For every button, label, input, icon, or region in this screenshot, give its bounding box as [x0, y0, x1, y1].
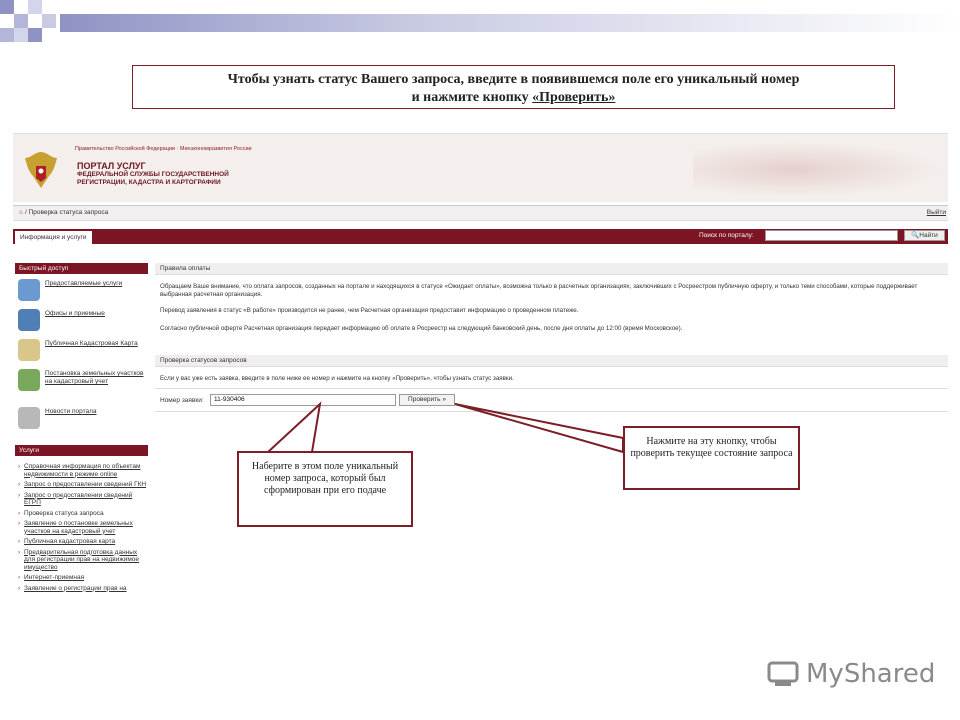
service-link[interactable]: › Запрос о предоставлении сведений ЕГРП: [18, 492, 148, 507]
quick-item-label[interactable]: Постановка земельных участков на кадастровый учет: [45, 370, 144, 385]
divider: [155, 388, 948, 389]
slide-decoration-bar: [60, 14, 960, 32]
portal-title: ПОРТАЛ УСЛУГ: [77, 161, 146, 171]
quick-item-services[interactable]: [15, 276, 148, 306]
news-icon: [18, 407, 40, 429]
service-link-current[interactable]: › Проверка статуса запроса: [18, 510, 148, 518]
service-link[interactable]: › Интернет-приемная: [18, 574, 148, 582]
service-link[interactable]: › Заявление о регистрации прав на: [18, 585, 148, 593]
callout-enter-number: [237, 451, 413, 527]
breadcrumb-bar: [13, 205, 948, 221]
logout-link[interactable]: Выйти: [926, 209, 946, 216]
quick-item-news[interactable]: [15, 404, 148, 434]
payment-paragraph-2: Перевод заявления в статус «В работе» производится не ранее, чем Расчетная организация предоставит информацию о проведенном платеже.: [160, 307, 579, 314]
portal-screenshot: [13, 133, 948, 640]
portal-header: [13, 133, 948, 202]
service-link[interactable]: › Справочная информация по объектам недвижимости в режиме online: [18, 463, 148, 478]
watermark: [766, 657, 936, 693]
portal-subtitle: ФЕДЕРАЛЬНОЙ СЛУЖБЫ ГОСУДАРСТВЕННОЙ РЕГИСТРАЦИИ, КАДАСТРА И КАРТОГРАФИИ: [77, 171, 229, 186]
map-background: [693, 142, 943, 197]
nav-bar: [13, 229, 948, 244]
status-check-header: Проверка статусов запросов: [155, 355, 948, 367]
slide-title-line2: и нажмите кнопку: [411, 90, 533, 105]
search-input[interactable]: [765, 230, 898, 241]
breadcrumb-text: / Проверка статуса запроса: [24, 209, 109, 216]
watermark-logo-icon: [766, 659, 800, 689]
service-link[interactable]: › Публичная кадастровая карта: [18, 538, 148, 546]
payment-rules-header: Правила оплаты: [155, 263, 948, 275]
request-number-label: Номер заявки:: [160, 397, 204, 404]
quick-item-label[interactable]: Публичная Кадастровая Карта: [45, 340, 138, 347]
quick-item-offices[interactable]: [15, 306, 148, 336]
payment-paragraph-3: Согласно публичной оферте Расчетная организация передает информацию об оплате в Росреестр на следующий банковский день, после дня оплаты до 12:00 (время Московское).: [160, 325, 683, 332]
payment-paragraph-1: Обращаем Ваше внимание, что оплата запросов, созданных на портале и находящихся в статусе «Ожидает оплаты», возможна только в расчетных организациях, заключивших с Росреестром публичную оферту, и только теми способами, которые поддерживает выбранная расчетная организация.: [160, 283, 918, 298]
home-icon[interactable]: ⌂: [19, 209, 23, 216]
quick-item-label[interactable]: Предоставляемые услуги: [45, 280, 123, 287]
quick-item-label[interactable]: Офисы и приемные: [45, 310, 105, 317]
service-link[interactable]: › Заявление о постановке земельных участков на кадастровый учет: [18, 520, 148, 535]
check-button[interactable]: Проверить »: [399, 394, 455, 406]
coat-of-arms-icon: [21, 148, 61, 194]
search-button[interactable]: 🔍Найти: [904, 230, 945, 241]
quick-access-header: Быстрый доступ: [15, 263, 148, 274]
breadcrumb: [19, 209, 108, 216]
service-link[interactable]: › Запрос о предоставлении сведений ГКН: [18, 481, 148, 489]
quick-item-label[interactable]: Новости портала: [45, 408, 97, 415]
request-number-input[interactable]: 11-930406: [210, 394, 396, 406]
map-icon: [18, 339, 40, 361]
quick-item-map[interactable]: [15, 336, 148, 366]
offices-icon: [18, 309, 40, 331]
services-list: [18, 463, 148, 595]
status-check-text: Если у вас уже есть заявка, введите в поле ниже ее номер и нажмите на кнопку «Проверить», чтобы узнать статус заявки.: [160, 375, 514, 382]
divider: [155, 411, 948, 412]
service-link[interactable]: › Предварительная подготовка данных для регистрации прав на недвижимое имущество: [18, 549, 148, 572]
watermark-text: MyShared: [806, 659, 936, 689]
quick-item-land[interactable]: [15, 366, 148, 402]
slide-title-link: «Проверить»: [532, 90, 616, 105]
slide-title-line1: Чтобы узнать статус Вашего запроса, введите в появившемся поле его уникальный номер: [227, 72, 800, 87]
slide-title: [132, 65, 895, 109]
tab-info-services[interactable]: Информация и услуги: [15, 231, 92, 244]
land-icon: [18, 369, 40, 391]
services-icon: [18, 279, 40, 301]
callout-left-text: Наберите в этом поле уникальный номер запроса, который был сформирован при его подаче: [251, 461, 399, 496]
search-label: Поиск по порталу:: [699, 232, 754, 239]
services-header: Услуги: [15, 445, 148, 456]
gov-line: Правительство Российской Федерации · Минэкономразвития России: [75, 146, 252, 152]
search-button-label: Найти: [919, 232, 938, 239]
callout-press-button: [623, 426, 800, 490]
callout-right-text: Нажмите на эту кнопку, чтобы проверить текущее состояние запроса: [630, 436, 793, 459]
